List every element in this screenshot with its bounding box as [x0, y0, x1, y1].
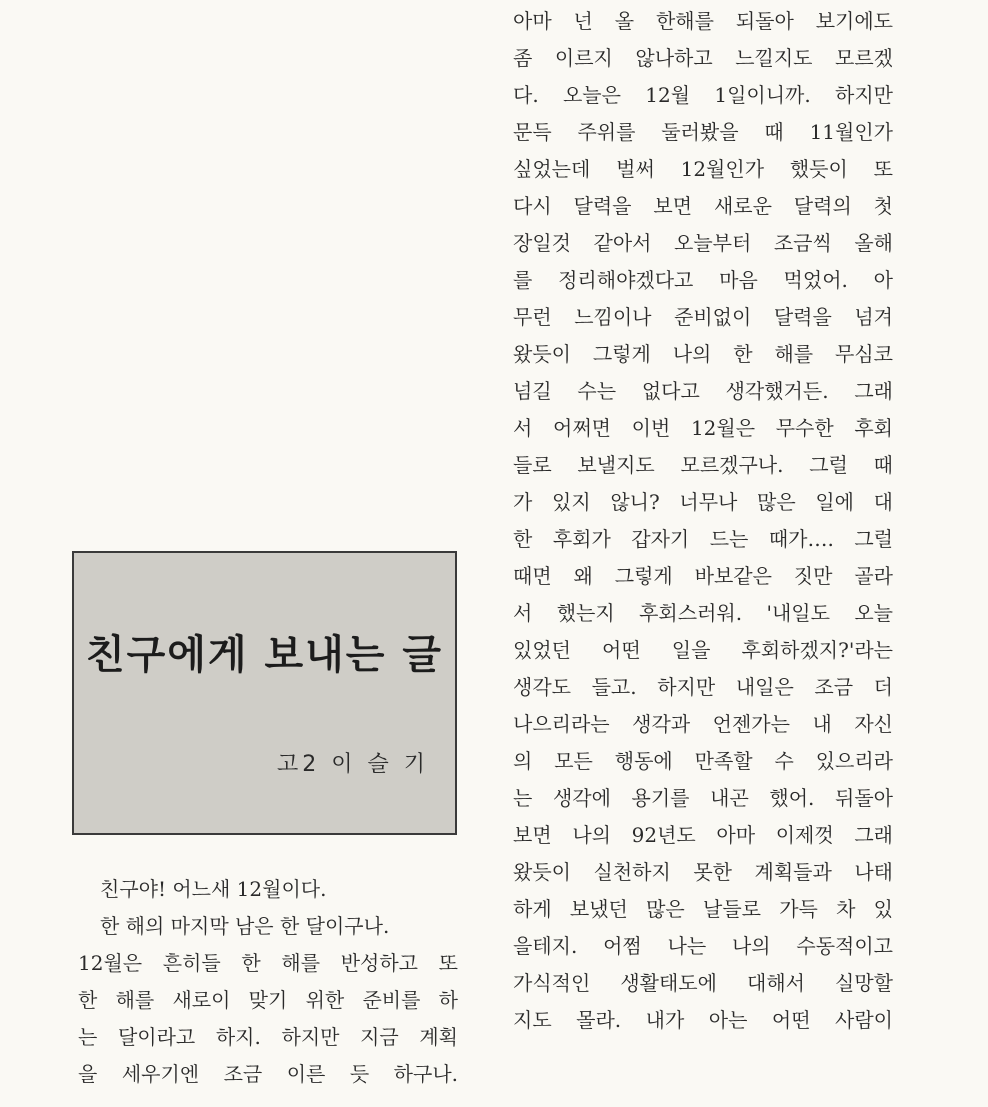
paragraph-line: 친구야! 어느새 12월이다.	[100, 877, 327, 901]
right-column	[513, 3, 893, 1039]
paragraph-line: 무런 느낌이나 준비없이 달력을 넘겨	[513, 305, 893, 329]
paragraph-line: 문득 주위를 둘러봤을 때 11월인가	[513, 120, 893, 144]
author-name: 고2 이 슬 기	[277, 752, 429, 777]
paragraph-line: 서 했는지 후회스러워. '내일도 오늘	[513, 601, 893, 625]
paragraph-line: 한 해를 새로이 맞기 위한 준비를 하	[78, 988, 458, 1012]
paragraph-line: 들로 보낼지도 모르겠구나. 그럴 때	[513, 453, 893, 477]
paragraph-line: 싶었는데 벌써 12월인가 했듯이 또	[513, 157, 893, 181]
paragraph-line: 는 생각에 용기를 내곤 했어. 뒤돌아	[513, 786, 893, 810]
paragraph-line: 나으리라는 생각과 언젠가는 내 자신	[513, 712, 893, 736]
paragraph-line: 보면 나의 92년도 아마 이제껏 그래	[513, 823, 893, 847]
paragraph-line: 가식적인 생활태도에 대해서 실망할	[513, 971, 893, 995]
paragraph-line: 을 세우기엔 조금 이른 듯 하구나.	[78, 1062, 458, 1086]
paragraph-line: 다. 오늘은 12월 1일이니까. 하지만	[513, 83, 893, 107]
paragraph-line: 의 모든 행동에 만족할 수 있으리라	[513, 749, 893, 773]
paragraph-line: 하게 보냈던 많은 날들로 가득 차 있	[513, 897, 893, 921]
paragraph-line: 때면 왜 그렇게 바보같은 짓만 골라	[513, 564, 893, 588]
paragraph-line: 넘길 수는 없다고 생각했거든. 그래	[513, 379, 893, 403]
paragraph-line: 다시 달력을 보면 새로운 달력의 첫	[513, 194, 893, 218]
paragraph-line: 아마 넌 올 한해를 되돌아 보기에도	[513, 9, 893, 33]
paragraph-line: 장일것 같아서 오늘부터 조금씩 올해	[513, 231, 893, 255]
paragraph-line: 서 어쩌면 이번 12월은 무수한 후회	[513, 416, 893, 440]
paragraph-line: 있었던 어떤 일을 후회하겠지?'라는	[513, 638, 893, 662]
paragraph-line: 왔듯이 실천하지 못한 계획들과 나태	[513, 860, 893, 884]
paragraph-line: 지도 몰라. 내가 아는 어떤 사람이	[513, 1008, 893, 1032]
paragraph-line: 는 달이라고 하지. 하지만 지금 계획	[78, 1025, 458, 1049]
article-title: 친구에게 보내는 글	[86, 632, 443, 678]
left-column	[78, 871, 458, 1093]
paragraph-line: 을테지. 어쩜 나는 나의 수동적이고	[513, 934, 893, 958]
paragraph-line: 한 후회가 갑자기 드는 때가…. 그럴	[513, 527, 893, 551]
paragraph-line: 한 해의 마지막 남은 한 달이구나.	[100, 914, 390, 938]
paragraph-line: 가 있지 않니? 너무나 많은 일에 대	[513, 490, 893, 514]
paragraph-line: 생각도 들고. 하지만 내일은 조금 더	[513, 675, 893, 699]
paragraph-line: 12월은 흔히들 한 해를 반성하고 또	[78, 951, 458, 975]
paragraph-line: 를 정리해야겠다고 마음 먹었어. 아	[513, 268, 893, 292]
paragraph-line: 왔듯이 그렇게 나의 한 해를 무심코	[513, 342, 893, 366]
title-box	[72, 551, 457, 835]
paragraph-line: 좀 이르지 않나하고 느낄지도 모르겠	[513, 46, 893, 70]
